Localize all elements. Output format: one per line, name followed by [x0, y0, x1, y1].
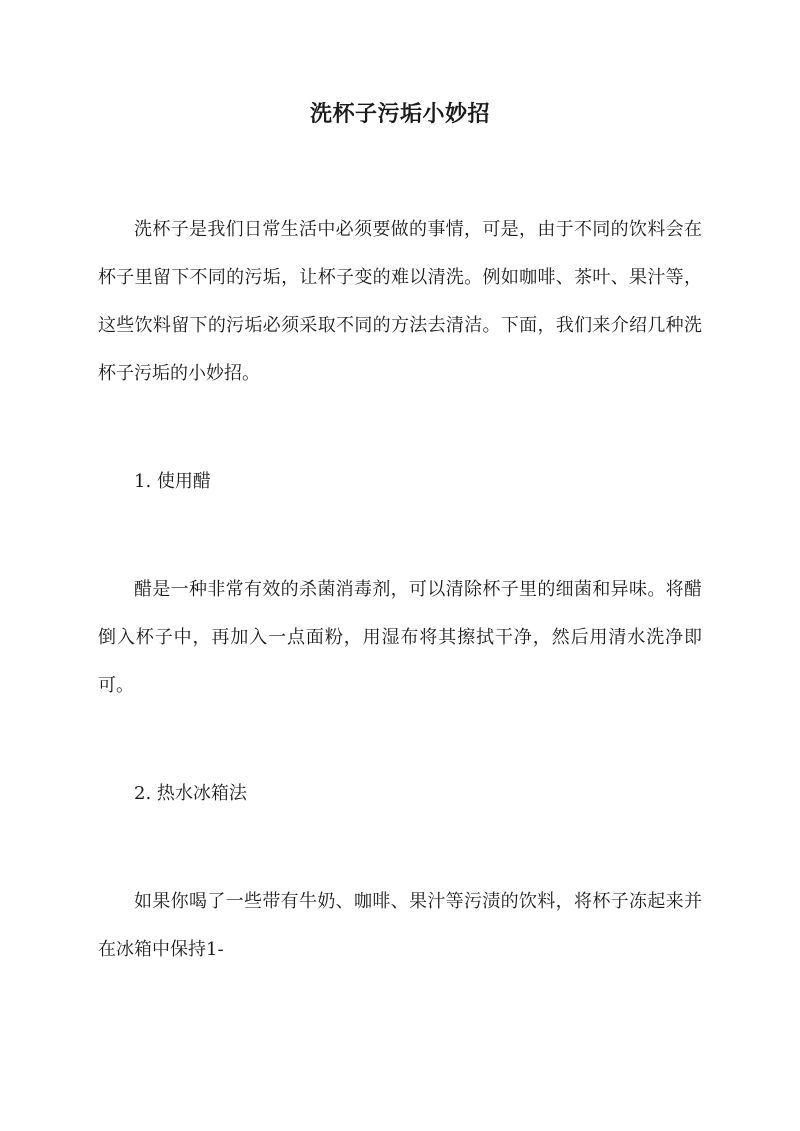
intro-paragraph: 洗杯子是我们日常生活中必须要做的事情，可是，由于不同的饮料会在杯子里留下不同的污垢，让杯子变的难以清洗。例如咖啡、茶叶、果汁等，这些饮料留下的污垢必须采取不同的方法去清洁。下面，我们来介绍几种洗杯子污垢的小妙招。: [98, 219, 702, 384]
section-body-vinegar: 醋是一种非常有效的杀菌消毒剂，可以清除杯子里的细菌和异味。将醋倒入杯子中，再加入一点面粉，用湿布将其擦拭干净，然后用清水洗净即可。: [98, 579, 702, 696]
document-title: 洗杯子污垢小妙招: [309, 101, 490, 127]
section-heading-vinegar: 1. 使用醋: [134, 471, 211, 492]
section-heading-hot-water-fridge: 2. 热水冰箱法: [134, 783, 247, 804]
section-body-hot-water-fridge: 如果你喝了一些带有牛奶、咖啡、果汁等污渍的饮料，将杯子冻起来并在冰箱中保持1-: [98, 891, 702, 960]
